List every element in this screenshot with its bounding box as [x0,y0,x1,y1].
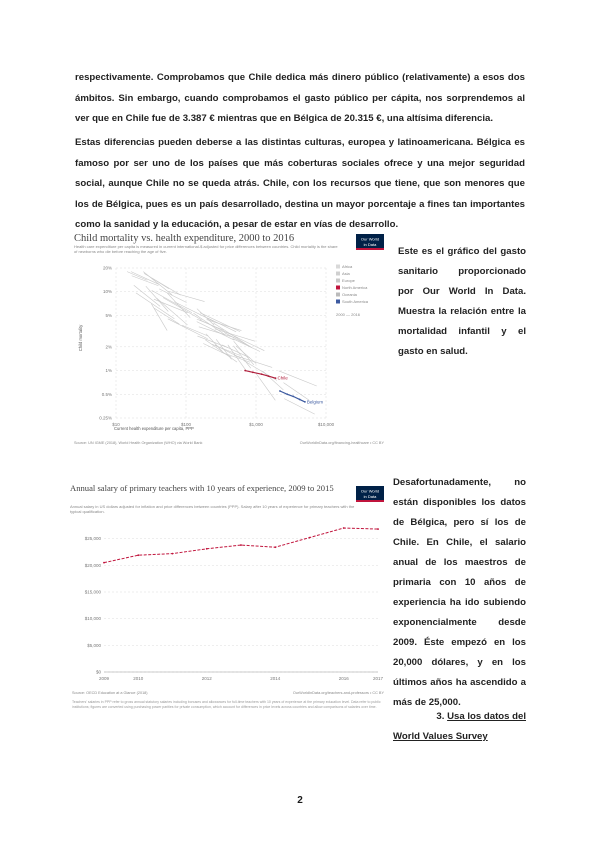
logo-text-4: in Data [363,494,377,499]
chart1-country-line [167,293,190,317]
chart2-y-tick: $20,000 [84,562,101,568]
chart1-legend [336,264,369,317]
owid-logo [356,234,384,250]
chart1-legend-item: Asia [342,271,350,276]
chart2-y-tick: $15,000 [84,589,101,595]
chart2-description: Desafortunadamente, no están disponibles los datos de Bélgica, pero sí los de Chile. En Chile, el salario anual de los maestros de primaria con 10 años de experiencia ha ido subiendo exponencialmente desde 2009. Éste empezó en los 20,000 dólares, y en los últimos años ha ascendido a más de 25,000. [393,477,526,708]
chart1-country-line [154,308,179,324]
chart2-x-tick: 2017 [372,676,384,681]
chart1-y-tick: 20% [102,265,112,271]
chart1-legend-swatch [336,286,340,290]
chart1-y-tick: 10% [102,289,112,295]
chart1-x-tick: $100 [180,422,192,427]
section-heading-3 [393,707,526,747]
chart2-point-chile [206,548,208,550]
chart2-y-tick: $10,000 [84,616,101,622]
chart2-x-tick: 2012 [201,676,212,681]
chart1-country-line [143,272,172,295]
chart1-description: Este es el gráfico del gasto sanitario proporcionado por Our World In Data. Muestra la relación entre la mortalidad infantil y el gasto en salud. [398,246,526,357]
chart1-point-belgium [286,393,288,395]
chart2-point-chile [343,527,345,529]
chart1-title: Child mortality vs. health expenditure, 2000 to 2016 [74,233,295,244]
logo-text-3: Our World [360,488,380,494]
logo-accent-bar [356,248,384,250]
chart1-legend-item: South America [342,299,369,304]
chart2-source: Source: OECD Education at a Glance (2018) [72,691,148,695]
chart1-y-tick: 1% [105,368,112,374]
chart2-y-tick: $25,000 [84,536,101,542]
chart1-subtitle-box [74,244,342,264]
chart1-country-line [182,325,208,336]
chart1-legend-swatch [336,265,340,269]
chart1-x-tick: $10 [112,422,120,427]
chart1-country-line [197,336,227,348]
chart1-legend-item: Africa [342,264,353,269]
chart1-country-line [234,341,254,365]
chart2-y-tick: $0 [95,669,101,675]
chart1-x-tick: $10,000 [317,422,335,427]
child-mortality-chart [66,228,388,450]
chart1-note: OurWorldInData.org/financing-healthcare • CC BY [299,441,384,445]
chart1-background-lines [127,272,317,415]
chart1-legend-swatch [336,300,340,304]
chart2-title: Annual salary of primary teachers with 10 years of experience, 2009 to 2015 [70,484,334,493]
chart1-legend-item: North America [342,285,368,290]
paragraph-1: respectivamente. Comprobamos que Chile dedica más dinero público (relativamente) a esos dos ámbitos. Sin embargo, cuando comprobamos el gasto público per cápita, nos sorprendemos al ver que en Chile fue de 3.387 € mientras que en Bélgica de 20.315 €, una altísima diferencia. [75,72,525,124]
chart1-legend-swatch [336,293,340,297]
chart2-footnote: Teachers' salaries in PPP refer to gross annual statutory salaries including bonuses and allowances for full-time teachers with 10 years of experience at the primary education level. Data refer to public institutions; figures are converted using purchasing power parities for private consumption, which account for differences in price levels across countries and allow comparisons of salaries over time. [72,700,381,709]
world-values-survey-link-part1[interactable]: Usa los datos del [447,711,526,722]
chart1-series [244,370,323,405]
chart2-footnote-box [72,700,384,740]
chart1-point-chile [244,370,246,372]
chart2-x-tick: 2016 [338,676,349,681]
chart2-x-tick: 2009 [98,676,110,681]
chart1-ylabel: Child mortality [78,324,83,352]
logo-text-1: Our World [360,236,380,242]
chart1-time-label: 2000 — 2016 [336,312,361,317]
chart1-point-chile [275,377,277,379]
chart2-y-tick: $5,000 [87,642,101,648]
chart2-subtitle: Annual salary in US dollars adjusted for inflation and price differences between countries (PPP). Salary after 10 years of experience for primary teachers with the typical qualification. [70,504,355,514]
chart1-series-label-chile: Chile [277,375,288,381]
chart1-y-tick: 0.25% [99,415,112,421]
section-number: 3. [436,711,445,722]
chart2-point-chile [377,528,379,530]
chart2-grid [104,539,378,672]
chart1-country-line [131,272,159,285]
chart1-country-line [134,285,160,306]
chart1-xlabel: Current health expenditure per capita, PPP [114,426,194,431]
chart2-series [103,527,379,563]
chart2-x-tick: 2014 [270,676,281,681]
logo-accent-bar-2 [356,500,384,502]
chart1-point-chile [261,373,263,375]
chart2-point-chile [309,537,311,539]
world-values-survey-link-part2[interactable]: World Values Survey [393,731,488,742]
chart1-country-line [213,323,250,347]
chart1-source: Source: UN IGME (2018), World Health Organization (WHO) via World Bank [74,441,203,445]
logo-text-2: in Data [363,242,377,247]
chart1-point-belgium [292,395,294,397]
chart1-y-tick: 2% [105,344,112,350]
chart2-point-chile [137,554,139,556]
chart2-note: OurWorldInData.org/teachers-and-professors • CC BY [292,691,384,695]
chart1-series-line-chile [245,371,275,379]
chart2-point-chile [172,553,174,555]
chart1-legend-swatch [336,279,340,283]
chart2-point-chile [103,562,105,564]
page-number: 2 [297,795,303,806]
chart1-legend-swatch [336,272,340,276]
chart2-title-box [70,484,354,506]
chart2-point-chile [240,544,242,546]
chart1-country-line [159,289,186,303]
chart2-ticks [85,536,384,681]
chart2-point-chile [274,546,276,548]
chart1-legend-item: Oceania [342,292,357,297]
chart1-legend-item: Europe [342,278,355,283]
paragraph-2: Estas diferencias pueden deberse a las distintas culturas, europea y latinoamericana. Bélgica es famoso por ser uno de los países que más coberturas sociales ofrece y una mejor seguridad social, aunque Chile no se queda atrás. Chile, con los recursos que tiene, que son menores que los de Bélgica, pues es un país desarrollado, destina un mayor porcentaje a fines tan importantes como la sanidad y la educación, a pesar de estar en vías de desarrollo. [75,137,525,230]
chart1-subtitle: Health care expenditure per capita is measured in current international-$ adjusted for price differences between countries. Child mortality is the share of newborns who die before reaching the age of five. [74,244,338,254]
chart1-grid [116,268,326,418]
teacher-salary-chart [66,480,388,742]
chart1-x-tick: $1,000 [249,422,263,427]
chart2-subtitle-box [70,504,360,522]
chart2-x-tick: 2010 [133,676,144,681]
chart1-y-tick: 0.5% [101,391,112,397]
chart1-country-line [127,272,147,281]
owid-logo-2 [356,486,384,502]
chart1-point-belgium [279,390,281,392]
chart1-point-chile [252,371,254,373]
chart1-point-belgium [299,399,301,401]
chart1-point-chile [267,375,269,377]
child-mortality-svg [66,228,388,450]
chart1-y-tick: 5% [105,312,112,318]
chart1-point-belgium [304,401,306,403]
teacher-salary-svg [66,480,388,742]
chart1-series-label-belgium: Belgium [306,399,324,405]
chart1-country-line [168,319,208,339]
